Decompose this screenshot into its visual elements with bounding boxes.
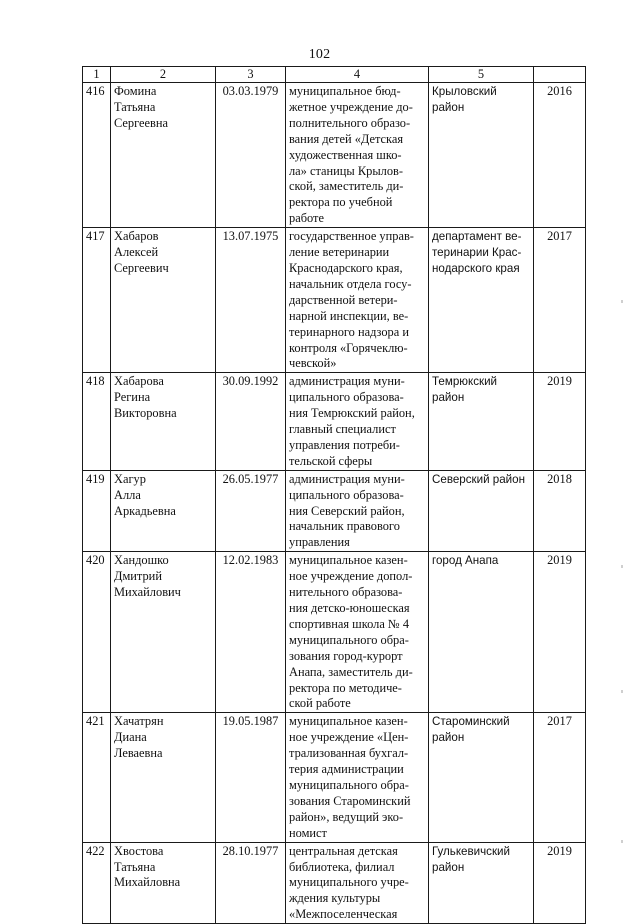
workplace-position: государственное управ- ление ветеринарии Краснодарского края, начальник отдела госу- дарственной ветери- нарной инспекции, ве- теринарного надзора и контроля «Горячеклю- чевской» [286, 228, 429, 373]
workplace-position: администрация муни- ципального образова- ния Северский район, начальник правового управления [286, 470, 429, 552]
municipality: город Анапа [429, 552, 534, 713]
year: 2017 [534, 228, 586, 373]
table-row [83, 470, 586, 552]
scan-edge-mark [621, 690, 623, 693]
birth-date: 12.02.1983 [216, 552, 286, 713]
column-header-municipality: 5 [429, 67, 534, 83]
header-row [83, 67, 586, 83]
workplace-position: администрация муни- ципального образова- ния Темрюкский район, главный специалист управления потреби- тельской сферы [286, 373, 429, 470]
municipality: Гулькевичский район [429, 842, 534, 924]
column-header-year [534, 67, 586, 83]
table-row [83, 552, 586, 713]
column-header-workplace: 4 [286, 67, 429, 83]
row-number: 421 [83, 713, 111, 842]
workplace-position: муниципальное казен- ное учреждение допол- нительного образова- ния детско-юношеская спортивная школа № 4 муниципального обра- зования город-курорт Анапа, заместитель ди- ректора по методиче- ской работе [286, 552, 429, 713]
year: 2019 [534, 373, 586, 470]
scan-edge-mark [621, 565, 623, 568]
person-name: Фомина Татьяна Сергеевна [111, 83, 216, 228]
year: 2018 [534, 470, 586, 552]
birth-date: 26.05.1977 [216, 470, 286, 552]
column-header-birth-date: 3 [216, 67, 286, 83]
municipality: Староминский район [429, 713, 534, 842]
row-number: 419 [83, 470, 111, 552]
person-name: Хандошко Дмитрий Михайлович [111, 552, 216, 713]
municipality: департамент ве- теринарии Крас- нодарского края [429, 228, 534, 373]
row-number: 418 [83, 373, 111, 470]
birth-date: 03.03.1979 [216, 83, 286, 228]
registry-table [82, 66, 586, 924]
scan-edge-mark [621, 840, 623, 843]
table-row [83, 713, 586, 842]
birth-date: 30.09.1992 [216, 373, 286, 470]
row-number: 422 [83, 842, 111, 924]
row-number: 420 [83, 552, 111, 713]
column-header-number: 1 [83, 67, 111, 83]
person-name: Хабаров Алексей Сергеевич [111, 228, 216, 373]
person-name: Хачатрян Диана Леваевна [111, 713, 216, 842]
year: 2016 [534, 83, 586, 228]
table-row [83, 228, 586, 373]
table-row [83, 842, 586, 924]
municipality: Крыловский район [429, 83, 534, 228]
workplace-position: муниципальное казен- ное учреждение «Цен- трализованная бухгал- терия администрации муниципального обра- зования Староминский район», ведущий эко- номист [286, 713, 429, 842]
year: 2017 [534, 713, 586, 842]
workplace-position: муниципальное бюд- жетное учреждение до- полнительного образо- вания детей «Детская художественная шко- ла» станицы Крылов- ской, заместитель ди- ректора по учебной работе [286, 83, 429, 228]
person-name: Хагур Алла Аркадьевна [111, 470, 216, 552]
year: 2019 [534, 842, 586, 924]
birth-date: 28.10.1977 [216, 842, 286, 924]
table-row [83, 373, 586, 470]
page-number: 102 [308, 47, 331, 62]
row-number: 416 [83, 83, 111, 228]
scan-edge-mark [621, 300, 623, 303]
year: 2019 [534, 552, 586, 713]
workplace-position: центральная детская библиотека, филиал муниципального учре- ждения культуры «Межпоселенческая [286, 842, 429, 924]
row-number: 417 [83, 228, 111, 373]
municipality: Северский район [429, 470, 534, 552]
table-row [83, 83, 586, 228]
person-name: Хабарова Регина Викторовна [111, 373, 216, 470]
birth-date: 19.05.1987 [216, 713, 286, 842]
person-name: Хвостова Татьяна Михайловна [111, 842, 216, 924]
birth-date: 13.07.1975 [216, 228, 286, 373]
column-header-name: 2 [111, 67, 216, 83]
municipality: Темрюкский район [429, 373, 534, 470]
